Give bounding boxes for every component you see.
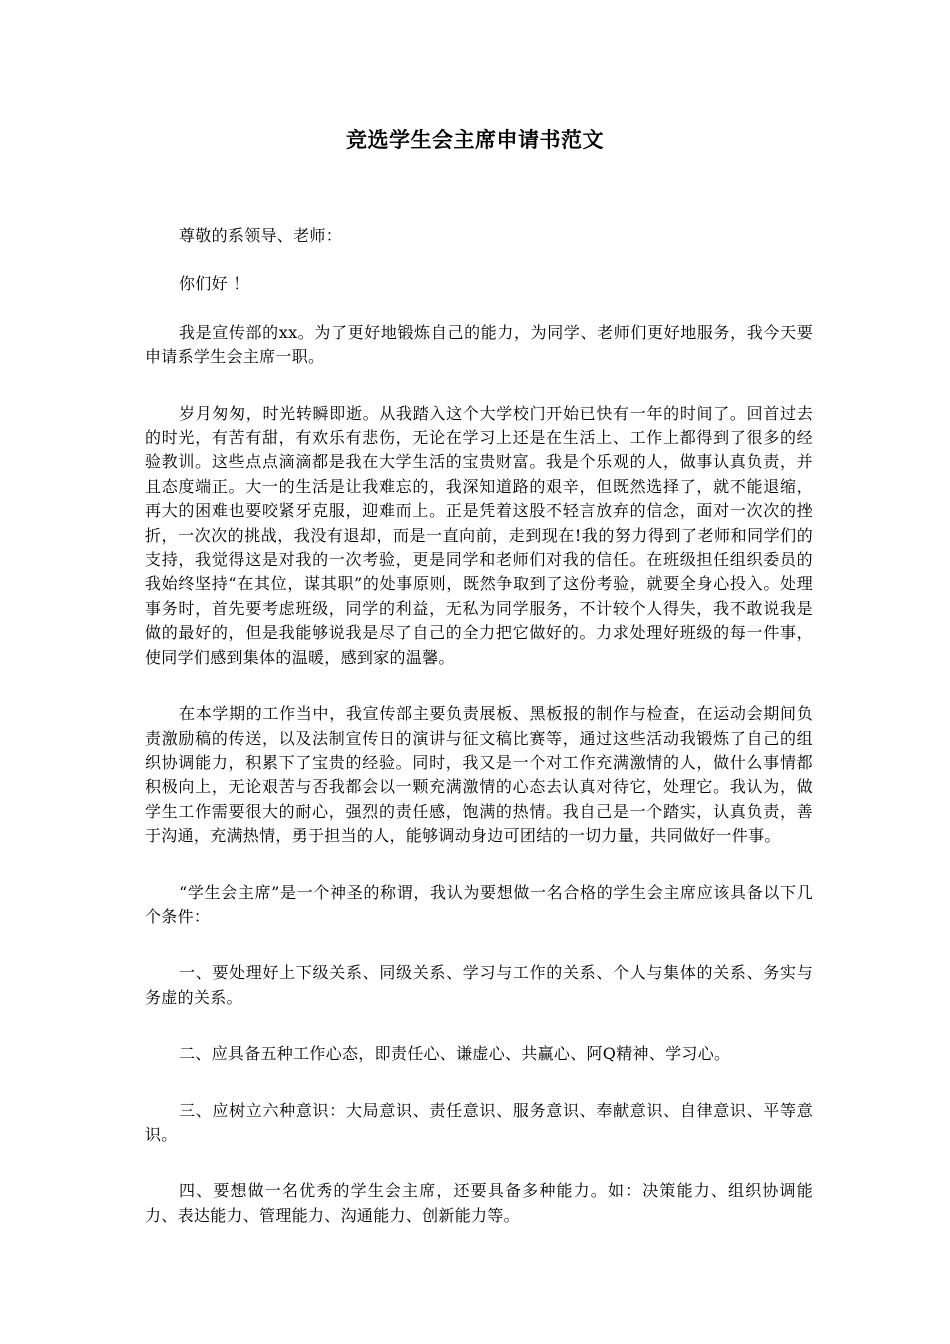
paragraph-condition-1: 一、要处理好上下级关系、同级关系、学习与工作的关系、个人与集体的关系、务实与务虚的关系。 xyxy=(145,963,813,1007)
document-title: 竞选学生会主席申请书范文 xyxy=(346,128,604,152)
greeting: 你们好 ！ xyxy=(179,274,250,294)
paragraph-experience: 岁月匆匆，时光转瞬即逝。从我踏入这个大学校门开始已快有一年的时间了。回首过去的时光，有苦有甜，有欢乐有悲伤，无论在学习上还是在生活上、工作上都得到了很多的经验教训。这些点点滴滴都是我在大学生活的宝贵财富。我是个乐观的人，做事认真负责，并且态度端正。大一的生活是让我难忘的，我深知道路的艰辛，但既然选择了，就不能退缩，再大的困难也要咬紧牙克服，迎难而上。正是凭着这股不轻言放弃的信念，面对一次次的挫折，一次次的挑战，我没有退却，而是一直向前，走到现在!我的努力得到了老师和同学们的支持，我觉得这是对我的一次考验，更是同学和老师们对我的信任。在班级担任组织委员的我始终坚持“在其位，谋其职”的处事原则，既然争取到了这份考验，就要全身心投入。处理事务时，首先要考虑班级，同学的利益，无私为同学服务，不计较个人得失，我不敢说我是做的最好的，但是我能够说我是尽了自己的全力把它做好的。力求处理好班级的每一件事，使同学们感到集体的温暖，感到家的温馨。 xyxy=(145,403,813,667)
paragraph-intro: 我是宣传部的xx。为了更好地锻炼自己的能力，为同学、老师们更好地服务，我今天要申请系学生会主席一职。 xyxy=(145,322,813,367)
document-body xyxy=(145,224,813,1252)
paragraph-condition-3: 三、应树立六种意识：大局意识、责任意识、服务意识、奉献意识、自律意识、平等意识。 xyxy=(145,1100,813,1144)
paragraph-condition-4: 四、要想做一名优秀的学生会主席，还要具备多种能力。如：决策能力、组织协调能力、表达能力、管理能力、沟通能力、创新能力等。 xyxy=(145,1181,813,1225)
paragraph-condition-2: 二、应具备五种工作心态，即责任心、谦虚心、共赢心、阿Q精神、学习心。 xyxy=(179,1044,731,1064)
salutation: 尊敬的系领导、老师： xyxy=(179,226,343,245)
paragraph-conditions-intro: “学生会主席”是一个神圣的称谓，我认为要想做一名合格的学生会主席应该具备以下几个条件： xyxy=(145,882,813,926)
paragraph-work: 在本学期的工作当中，我宣传部主要负责展板、黑板报的制作与检查，在运动会期间负责激励稿的传送，以及法制宣传日的演讲与征文稿比赛等，通过这些活动我锻炼了自己的组织协调能力，积累下了宝贵的经验。同时，我又是一个对工作充满激情的人，做什么事情都积极向上，无论艰苦与否我都会以一颗充满激情的心态去认真对待它，处理它。我认为，做学生工作需要很大的耐心，强烈的责任感，饱满的热情。我自己是一个踏实，认真负责，善于沟通，充满热情，勇于担当的人，能够调动身边可团结的一切力量，共同做好一件事。 xyxy=(145,704,813,846)
